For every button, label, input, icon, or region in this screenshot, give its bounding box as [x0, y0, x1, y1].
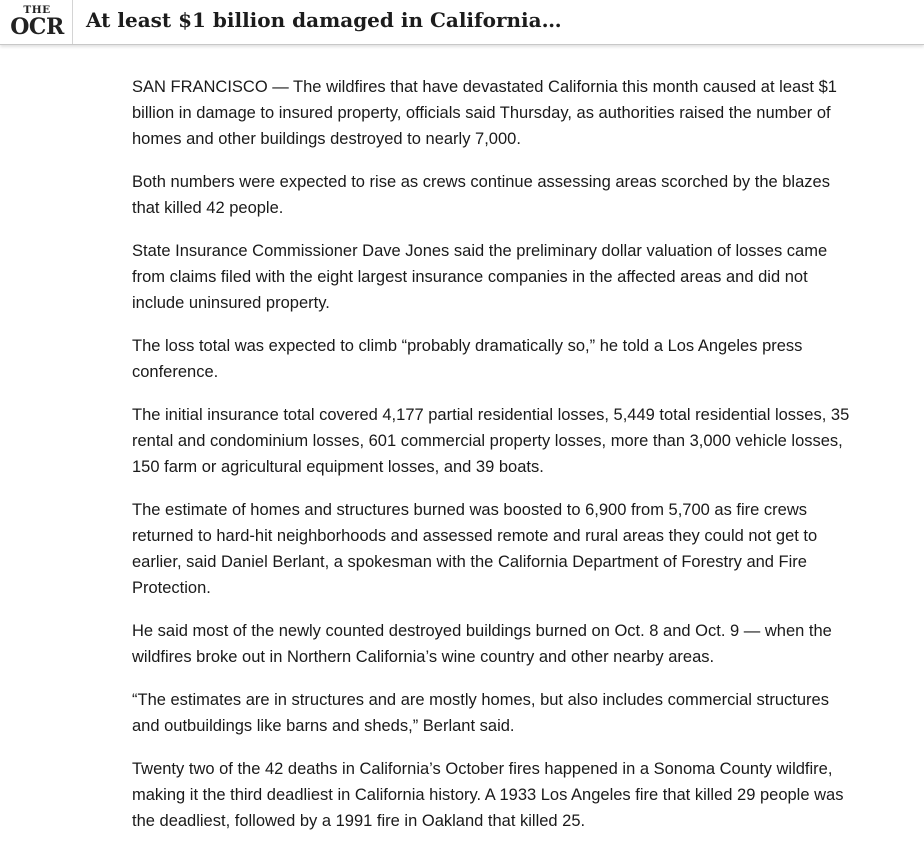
logo-ocr-text: OCR	[10, 14, 64, 40]
article-paragraph: State Insurance Commissioner Dave Jones said the preliminary dollar valuation of losses came from claims filed with the eight largest insurance companies in the affected areas and did not include uninsured property.	[132, 242, 828, 312]
top-bar	[0, 0, 924, 45]
article-paragraph: He said most of the newly counted destroyed buildings burned on Oct. 8 and Oct. 9 — when the wildfires broke out in Northern California’s wine country and other nearby areas.	[132, 622, 832, 666]
article-paragraph: The initial insurance total covered 4,177 partial residential losses, 5,449 total residential losses, 35 rental and condominium losses, 601 commercial property losses, more than 3,000 vehicle losses, 150 farm or agricultural equipment losses, and 39 boats.	[132, 406, 850, 476]
article-paragraph: Twenty two of the 42 deaths in California’s October fires happened in a Sonoma County wildfire, making it the third deadliest in California history. A 1933 Los Angeles fire that killed 29 people was the deadliest, followed by a 1991 fire in Oakland that killed 25.	[132, 760, 844, 830]
article-body	[132, 74, 854, 851]
article-headline: At least $1 billion damaged in California…	[86, 8, 562, 32]
article-paragraph: SAN FRANCISCO — The wildfires that have devastated California this month caused at least $1 billion in damage to insured property, officials said Thursday, as authorities raised the number of homes and other buildings destroyed to nearly 7,000.	[132, 78, 837, 148]
header-divider	[72, 0, 73, 44]
article-paragraph: The loss total was expected to climb “probably dramatically so,” he told a Los Angeles press conference.	[132, 337, 803, 381]
article-paragraph: The estimate of homes and structures burned was boosted to 6,900 from 5,700 as fire crews returned to hard-hit neighborhoods and assessed remote and rural areas they could not get to earlier, said Daniel Berlant, a spokesman with the California Department of Forestry and Fire Protection.	[132, 501, 818, 597]
logo-the-text: THE	[23, 4, 51, 16]
ocr-logo[interactable]	[6, 2, 68, 42]
article-paragraph: “The estimates are in structures and are mostly homes, but also includes commercial structures and outbuildings like barns and sheds,” Berlant said.	[132, 691, 829, 735]
article-paragraph: Both numbers were expected to rise as crews continue assessing areas scorched by the blazes that killed 42 people.	[132, 173, 830, 217]
